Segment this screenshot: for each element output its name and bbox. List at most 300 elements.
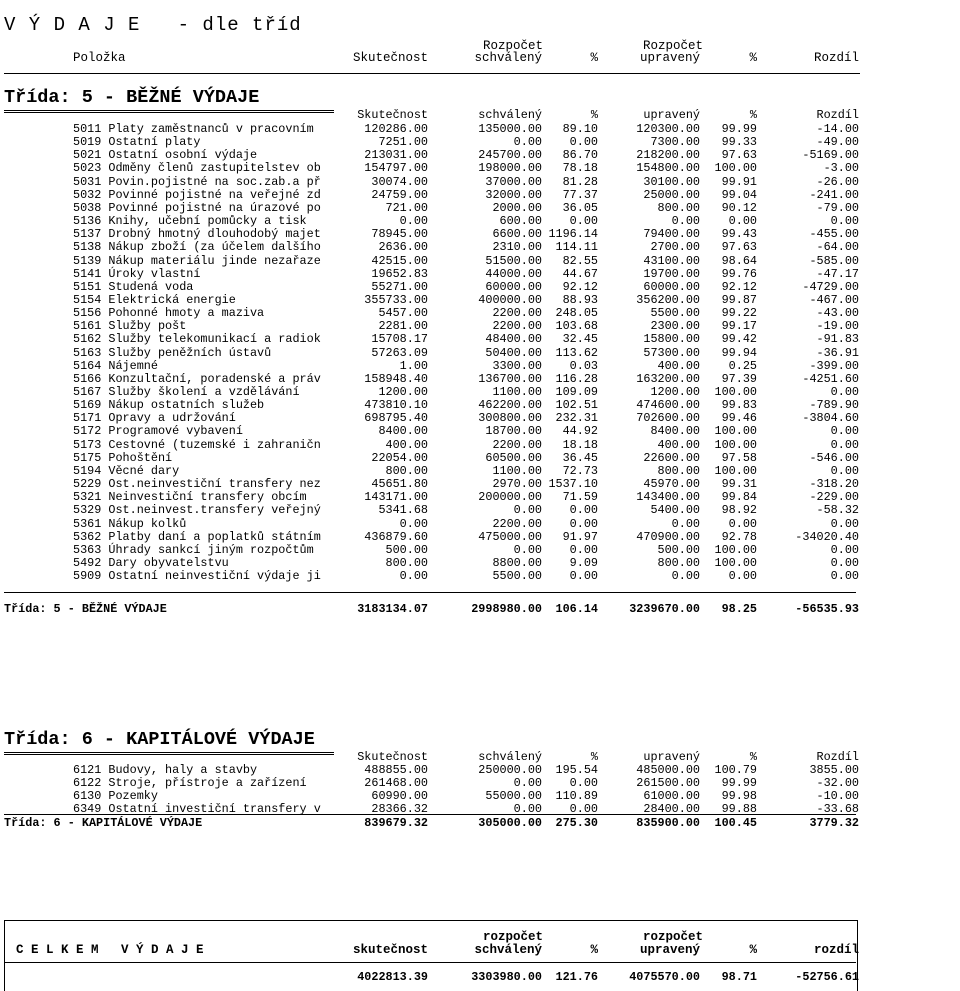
table-cell: 5909 Ostatní neinvestiční výdaje ji (73, 569, 321, 584)
table-cell: -4729.00 (802, 279, 859, 294)
table-row (0, 162, 960, 175)
table-cell: 60500.00 (485, 450, 542, 465)
table-row (0, 215, 960, 228)
summary-budget-approved-top: rozpočet (483, 930, 544, 944)
table-cell: 78.18 (562, 161, 598, 176)
table-cell: 98.92 (721, 503, 757, 518)
table-cell: 55000.00 (485, 789, 542, 804)
table-row (0, 347, 960, 360)
table-cell: 232.31 (555, 411, 598, 426)
table-cell: 71.59 (562, 490, 598, 505)
table-cell: 44.92 (562, 424, 598, 439)
table-cell: 99.91 (721, 174, 757, 189)
table-cell: 88.93 (562, 292, 598, 307)
table-cell: 109.09 (555, 385, 598, 399)
table-cell: 114.11 (555, 240, 598, 255)
table-cell: 28366.32 (371, 802, 428, 817)
table-cell: 19700.00 (643, 266, 700, 281)
table-cell: 0.00 (569, 516, 598, 531)
table-cell: 5137 Drobný hmotný dlouhodobý majet (73, 227, 321, 242)
table-cell: 261468.00 (364, 776, 428, 791)
table-cell: 24759.00 (371, 187, 428, 202)
section-5-col-header: Skutečnost schválený % upravený % Rozdíl (357, 108, 859, 122)
table-cell: -47.17 (816, 266, 859, 281)
header-budget-approved-top: Rozpočet (483, 39, 544, 53)
table-cell: 100.00 (714, 161, 757, 176)
header-col-pct1: % (590, 51, 598, 65)
table-cell: 0.00 (671, 569, 700, 584)
table-cell: 7300.00 (650, 135, 700, 150)
table-cell: 36.45 (562, 450, 598, 465)
table-row (0, 189, 960, 202)
table-cell: 113.62 (555, 345, 598, 360)
table-row (0, 307, 960, 320)
table-cell: 154800.00 (636, 161, 700, 176)
table-cell: 0.00 (569, 802, 598, 817)
table-cell: 1.00 (399, 358, 428, 373)
table-cell: 99.42 (721, 332, 757, 347)
table-cell: 0.00 (569, 135, 598, 150)
table-row (0, 531, 960, 544)
table-cell: 2200.00 (492, 306, 542, 321)
table-cell: 154797.00 (364, 161, 428, 176)
table-cell: 0.00 (399, 569, 428, 584)
table-cell: -43.00 (816, 306, 859, 321)
table-cell: 19652.83 (371, 266, 428, 281)
table-row (0, 412, 960, 425)
table-cell: 5136 Knihy, učební pomůcky a tisk (73, 214, 307, 229)
table-cell: 44.67 (562, 266, 598, 281)
table-cell: 120286.00 (364, 122, 428, 136)
section-5-title: Třída: 5 - BĚŽNÉ VÝDAJE (4, 87, 260, 108)
table-cell: 0.00 (569, 569, 598, 584)
table-cell: 55271.00 (371, 279, 428, 294)
table-cell: 120300.00 (636, 122, 700, 136)
table-cell: 800.00 (657, 463, 700, 478)
table-cell: 400000.00 (478, 292, 542, 307)
table-cell: 136700.00 (478, 371, 542, 386)
table-cell: 7251.00 (378, 135, 428, 150)
table-cell: 30100.00 (643, 174, 700, 189)
table-cell: -455.00 (809, 227, 859, 242)
table-cell: 200000.00 (478, 490, 542, 505)
table-cell: 6130 Pozemky (73, 789, 158, 804)
table-row (0, 255, 960, 268)
table-cell: 45970.00 (643, 477, 700, 492)
table-cell: 78945.00 (371, 227, 428, 242)
table-cell: 99.88 (721, 802, 757, 817)
table-row (0, 478, 960, 491)
table-cell: 0.00 (830, 214, 859, 229)
table-cell: 143171.00 (364, 490, 428, 505)
table-cell: 81.28 (562, 174, 598, 189)
table-cell: 22054.00 (371, 450, 428, 465)
table-cell: 61000.00 (643, 789, 700, 804)
table-cell: 57263.09 (371, 345, 428, 360)
table-cell: 28400.00 (643, 802, 700, 817)
table-row (0, 544, 960, 557)
table-cell: 100.00 (714, 437, 757, 452)
table-cell: -546.00 (809, 450, 859, 465)
table-cell: 800.00 (657, 555, 700, 570)
table-cell: 15800.00 (643, 332, 700, 347)
table-cell: 100.00 (714, 555, 757, 570)
table-cell: -91.83 (816, 332, 859, 347)
table-cell: 0.00 (830, 569, 859, 584)
table-cell: -399.00 (809, 358, 859, 373)
table-cell: 1196.14 (548, 227, 598, 242)
table-cell: 5229 Ost.neinvestiční transfery nez (73, 477, 321, 492)
table-cell: 5138 Nákup zboží (za účelem dalšího (73, 240, 321, 255)
table-cell: 5172 Programové vybavení (73, 424, 243, 439)
table-cell: 2000.00 (492, 200, 542, 215)
table-cell: 99.33 (721, 135, 757, 150)
table-cell: 57300.00 (643, 345, 700, 360)
table-cell: -318.20 (809, 477, 859, 492)
header-divider (4, 73, 860, 74)
table-cell: 5038 Povinné pojistné na úrazové po (73, 200, 321, 215)
table-cell: 0.00 (830, 516, 859, 531)
table-cell: 92.78 (721, 529, 757, 544)
header-col-actual: Skutečnost (352, 51, 428, 65)
table-row (0, 149, 960, 162)
table-cell: 9.09 (569, 555, 598, 570)
table-cell: 500.00 (385, 542, 428, 557)
table-cell: 158948.40 (364, 371, 428, 386)
table-cell: -58.32 (816, 503, 859, 518)
table-cell: 0.00 (728, 516, 757, 531)
table-cell: 1200.00 (378, 385, 428, 399)
table-cell: -467.00 (809, 292, 859, 307)
table-cell: 99.83 (721, 398, 757, 413)
table-cell: 500.00 (657, 542, 700, 557)
table-cell: 22600.00 (643, 450, 700, 465)
table-cell: 99.76 (721, 266, 757, 281)
table-cell: 0.00 (569, 542, 598, 557)
table-cell: 0.00 (728, 214, 757, 229)
table-row (0, 320, 960, 333)
table-cell: 261500.00 (636, 776, 700, 791)
table-cell: 8400.00 (650, 424, 700, 439)
table-cell: 5341.68 (378, 503, 428, 518)
table-cell: 198000.00 (478, 161, 542, 176)
table-cell: 400.00 (657, 437, 700, 452)
table-cell: 92.12 (562, 279, 598, 294)
table-cell: 18700.00 (485, 424, 542, 439)
table-cell: 100.00 (714, 385, 757, 399)
table-cell: 97.63 (721, 148, 757, 163)
section-6-total-divider (4, 814, 856, 815)
table-cell: 5500.00 (492, 569, 542, 584)
table-cell: -26.00 (816, 174, 859, 189)
table-row (0, 570, 960, 583)
table-row (0, 504, 960, 517)
table-cell: -241.00 (809, 187, 859, 202)
table-cell: -34020.40 (795, 529, 859, 544)
table-cell: 702600.00 (636, 411, 700, 426)
table-cell: 0.00 (399, 214, 428, 229)
table-cell: 213031.00 (364, 148, 428, 163)
table-cell: 5164 Nájemné (73, 358, 158, 373)
table-cell: 3855.00 (809, 763, 859, 777)
table-cell: 8400.00 (378, 424, 428, 439)
table-cell: 18.18 (562, 437, 598, 452)
table-cell: 102.51 (555, 398, 598, 413)
table-row (0, 557, 960, 570)
table-row (0, 790, 960, 803)
table-row (0, 333, 960, 346)
table-cell: 485000.00 (636, 763, 700, 777)
table-cell: 5363 Úhrady sankcí jiným rozpočtům (73, 542, 314, 557)
table-row (0, 465, 960, 478)
table-cell: 6121 Budovy, haly a stavby (73, 763, 258, 777)
table-row (0, 360, 960, 373)
table-cell: 99.04 (721, 187, 757, 202)
table-cell: -36.91 (816, 345, 859, 360)
table-cell: 400.00 (385, 437, 428, 452)
header-col-diff: Rozdíl (813, 51, 859, 65)
table-cell: 110.89 (555, 789, 598, 804)
table-cell: 99.22 (721, 306, 757, 321)
table-cell: 5321 Neinvestiční transfery obcím (73, 490, 307, 505)
table-cell: 470900.00 (636, 529, 700, 544)
table-cell: 0.00 (830, 542, 859, 557)
table-row (0, 268, 960, 281)
table-cell: 60000.00 (485, 279, 542, 294)
table-cell: 5151 Studená voda (73, 279, 194, 294)
table-cell: 91.97 (562, 529, 598, 544)
table-cell: 77.37 (562, 187, 598, 202)
table-cell: 51500.00 (485, 253, 542, 268)
table-cell: 0.00 (671, 214, 700, 229)
table-cell: 2310.00 (492, 240, 542, 255)
table-cell: 0.00 (830, 437, 859, 452)
table-cell: 5019 Ostatní platy (73, 135, 201, 150)
table-row (0, 176, 960, 189)
table-cell: -19.00 (816, 319, 859, 334)
table-row (0, 491, 960, 504)
summary-values-row: 4022813.39 3303980.00 121.76 4075570.00 98.71 -52756.61 (357, 970, 859, 984)
table-cell: 99.43 (721, 227, 757, 242)
table-cell: -3804.60 (802, 411, 859, 426)
table-cell: 92.12 (721, 279, 757, 294)
report-title: V Ý D A J E - dle tříd (4, 14, 302, 36)
table-cell: -33.68 (816, 802, 859, 817)
table-cell: 0.00 (830, 555, 859, 570)
table-cell: 60000.00 (643, 279, 700, 294)
table-cell: 6600.00 (492, 227, 542, 242)
table-cell: 6122 Stroje, přístroje a zařízení (73, 776, 307, 791)
table-row (0, 386, 960, 399)
section-6-col-header: Skutečnost schválený % upravený % Rozdíl (357, 750, 859, 764)
table-cell: 0.00 (513, 776, 542, 791)
header-col-pct2: % (749, 51, 757, 65)
table-cell: 5156 Pohonné hmoty a maziva (73, 306, 265, 321)
table-cell: 5163 Služby peněžních ústavů (73, 345, 272, 360)
table-cell: 2200.00 (492, 516, 542, 531)
table-cell: 99.87 (721, 292, 757, 307)
table-cell: 218200.00 (636, 148, 700, 163)
table-row (0, 452, 960, 465)
table-cell: 400.00 (657, 358, 700, 373)
summary-divider (4, 962, 856, 963)
section-6-total-row: Třída: 6 - KAPITÁLOVÉ VÝDAJE 839679.32 305000.00 275.30 835900.00 100.45 3779.32 (4, 816, 859, 830)
table-cell: 90.12 (721, 200, 757, 215)
table-cell: 5141 Úroky vlastní (73, 266, 201, 281)
table-cell: 2970.00 (492, 477, 542, 492)
table-row (0, 202, 960, 215)
table-cell: 475000.00 (478, 529, 542, 544)
header-columns (0, 52, 960, 65)
table-cell: 163200.00 (636, 371, 700, 386)
table-cell: 5011 Platy zaměstnanců v pracovním (73, 122, 314, 136)
table-cell: 800.00 (385, 463, 428, 478)
table-cell: 5167 Služby školení a vzdělávání (73, 385, 300, 399)
table-cell: -14.00 (816, 122, 859, 136)
table-cell: 5173 Cestovné (tuzemské i zahraničn (73, 437, 321, 452)
table-cell: 89.10 (562, 122, 598, 136)
table-cell: 0.00 (569, 776, 598, 791)
table-cell: 1200.00 (650, 385, 700, 399)
table-cell: 5154 Elektrická energie (73, 292, 236, 307)
table-cell: 474600.00 (636, 398, 700, 413)
table-cell: -32.00 (816, 776, 859, 791)
table-cell: 100.00 (714, 424, 757, 439)
table-cell: 600.00 (499, 214, 542, 229)
table-cell: 0.00 (513, 503, 542, 518)
table-cell: 248.05 (555, 306, 598, 321)
table-cell: -4251.60 (802, 371, 859, 386)
table-cell: 2200.00 (492, 319, 542, 334)
table-cell: 800.00 (657, 200, 700, 215)
table-cell: 135000.00 (478, 122, 542, 136)
table-cell: 462200.00 (478, 398, 542, 413)
table-cell: 60990.00 (371, 789, 428, 804)
table-cell: 0.00 (671, 516, 700, 531)
table-row (0, 764, 960, 777)
table-cell: 2700.00 (650, 240, 700, 255)
table-cell: 5023 Odměny členů zastupitelstev ob (73, 161, 321, 176)
table-cell: 5021 Ostatní osobní výdaje (73, 148, 258, 163)
table-cell: 245700.00 (478, 148, 542, 163)
table-cell: 195.54 (555, 763, 598, 777)
table-cell: 100.79 (714, 763, 757, 777)
table-cell: 436879.60 (364, 529, 428, 544)
table-cell: 698795.40 (364, 411, 428, 426)
header-col-approved: schválený (474, 51, 542, 65)
table-cell: 99.99 (721, 122, 757, 136)
table-cell: 3300.00 (492, 358, 542, 373)
table-cell: 5169 Nákup ostatních služeb (73, 398, 265, 413)
table-cell: 32.45 (562, 332, 598, 347)
table-cell: 0.00 (513, 135, 542, 150)
summary-header: C E L K E M V Ý D A J E skutečnost schválený % upravený % rozdíl (16, 943, 859, 957)
table-cell: 99.84 (721, 490, 757, 505)
table-row (0, 399, 960, 412)
table-cell: 2300.00 (650, 319, 700, 334)
table-cell: 43100.00 (643, 253, 700, 268)
table-cell: 2281.00 (378, 319, 428, 334)
table-cell: 103.68 (555, 319, 598, 334)
table-cell: 30074.00 (371, 174, 428, 189)
table-cell: 99.46 (721, 411, 757, 426)
table-cell: 300800.00 (478, 411, 542, 426)
table-cell: 143400.00 (636, 490, 700, 505)
table-cell: 100.00 (714, 542, 757, 557)
summary-budget-adjusted-top: rozpočet (643, 930, 704, 944)
table-cell: 32000.00 (485, 187, 542, 202)
table-cell: -585.00 (809, 253, 859, 268)
table-cell: 5194 Věcné dary (73, 463, 180, 478)
table-cell: 100.00 (714, 463, 757, 478)
table-cell: -789.90 (809, 398, 859, 413)
table-cell: -49.00 (816, 135, 859, 150)
table-row (0, 373, 960, 386)
table-cell: 800.00 (385, 555, 428, 570)
table-cell: 5175 Pohoštění (73, 450, 173, 465)
table-cell: 0.00 (830, 385, 859, 399)
table-cell: 97.58 (721, 450, 757, 465)
table-row (0, 439, 960, 452)
table-cell: 2636.00 (378, 240, 428, 255)
table-cell: 44000.00 (485, 266, 542, 281)
table-cell: 98.64 (721, 253, 757, 268)
table-row (0, 136, 960, 149)
summary-label: C E L K E M V Ý D A J E (16, 943, 204, 957)
table-cell: 0.00 (513, 802, 542, 817)
table-cell: 82.55 (562, 253, 598, 268)
table-cell: -64.00 (816, 240, 859, 255)
table-row (0, 518, 960, 531)
table-cell: 1537.10 (548, 477, 598, 492)
table-cell: 0.00 (830, 424, 859, 439)
table-cell: 8800.00 (492, 555, 542, 570)
table-cell: 97.63 (721, 240, 757, 255)
table-cell: 45651.80 (371, 477, 428, 492)
table-cell: 99.99 (721, 776, 757, 791)
table-row (0, 281, 960, 294)
table-cell: 721.00 (385, 200, 428, 215)
table-cell: 356200.00 (636, 292, 700, 307)
table-cell: 0.03 (569, 358, 598, 373)
table-cell: -229.00 (809, 490, 859, 505)
header-col-item: Položka (73, 51, 126, 65)
table-cell: 5361 Nákup kolků (73, 516, 187, 531)
table-cell: 5031 Povin.pojistné na soc.zab.a př (73, 174, 321, 189)
table-cell: 0.00 (513, 542, 542, 557)
section-5-total-row: Třída: 5 - BĚŽNÉ VÝDAJE 3183134.07 2998980.00 106.14 3239670.00 98.25 -56535.93 (4, 602, 859, 616)
table-cell: 72.73 (562, 463, 598, 478)
header-col-adjusted: upravený (639, 51, 700, 65)
table-cell: 116.28 (555, 371, 598, 386)
table-cell: 5166 Konzultační, poradenské a práv (73, 371, 321, 386)
table-cell: 6349 Ostatní investiční transfery v (73, 802, 321, 817)
table-cell: -79.00 (816, 200, 859, 215)
table-cell: 473810.10 (364, 398, 428, 413)
table-cell: 5362 Platby daní a poplatků státním (73, 529, 321, 544)
table-cell: 79400.00 (643, 227, 700, 242)
table-row (0, 241, 960, 254)
table-cell: 0.00 (569, 503, 598, 518)
table-cell: 37000.00 (485, 174, 542, 189)
table-cell: 1100.00 (492, 463, 542, 478)
table-cell: 2200.00 (492, 437, 542, 452)
table-cell: 1100.00 (492, 385, 542, 399)
table-cell: 99.31 (721, 477, 757, 492)
table-cell: 5492 Dary obyvatelstvu (73, 555, 229, 570)
table-cell: 15708.17 (371, 332, 428, 347)
table-cell: 42515.00 (371, 253, 428, 268)
